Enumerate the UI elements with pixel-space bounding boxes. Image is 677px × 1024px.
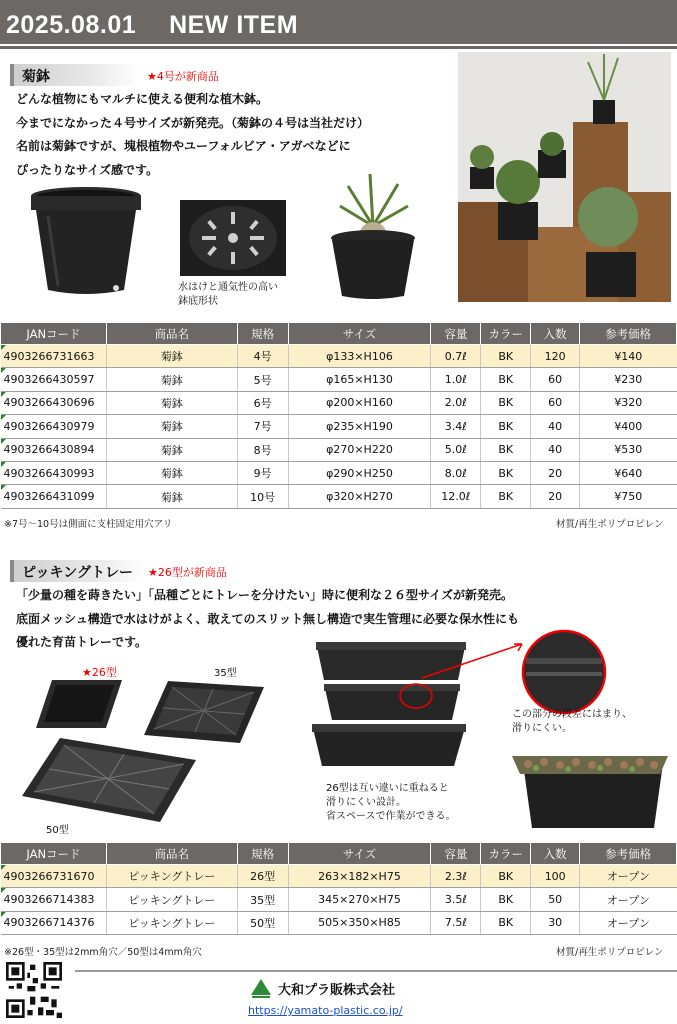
table-cell: 4903266430597 — [1, 368, 107, 391]
col-header: 入数 — [531, 323, 580, 345]
table-cell: 8号 — [237, 438, 288, 461]
table-cell: 100 — [531, 865, 580, 888]
header-bar — [0, 0, 677, 44]
company-url-link[interactable]: https://yamato-plastic.co.jp/ — [248, 1004, 403, 1017]
table-cell: φ133×H106 — [288, 345, 431, 368]
table-cell: 5.0ℓ — [431, 438, 481, 461]
footer-divider — [75, 970, 677, 972]
table-cell: 7.5ℓ — [431, 911, 481, 934]
table-cell: 菊鉢 — [106, 391, 237, 414]
new-note: ★4号が新商品 — [147, 70, 219, 83]
table-cell: 3.5ℓ — [431, 888, 481, 911]
table-cell: 4903266430894 — [1, 438, 107, 461]
tray-with-seedlings-image — [508, 750, 670, 832]
table-row — [1, 911, 677, 934]
table-cell: 菊鉢 — [106, 345, 237, 368]
section-label-picking — [10, 560, 145, 582]
pot-bottom-image — [180, 200, 286, 276]
table-row — [1, 391, 677, 414]
table-cell: φ290×H250 — [288, 461, 431, 484]
caption-line: 鉢底形状 — [178, 296, 218, 307]
desc-line: 「少量の種を蒔きたい」「品種ごとにトレーを分けたい」時に便利な２６型サイズが新発売。 — [16, 588, 514, 602]
table-cell: φ200×H160 — [288, 391, 431, 414]
table-cell: ¥320 — [580, 391, 677, 414]
table-cell: BK — [481, 485, 531, 508]
desc-line: どんな植物にもマルチに使える便利な植木鉢。 — [16, 92, 269, 106]
table-cell: 20 — [531, 461, 580, 484]
table-cell: BK — [481, 911, 531, 934]
col-header: 商品名 — [106, 843, 237, 865]
section-label-kikubachi — [10, 64, 140, 86]
col-header: カラー — [481, 323, 531, 345]
kikubachi-description — [16, 88, 369, 182]
company-logo-icon — [250, 978, 272, 998]
pot-with-plant-image — [328, 166, 418, 300]
zoom-caption — [512, 708, 632, 736]
table-cell: BK — [481, 461, 531, 484]
table-row — [1, 865, 677, 888]
table-cell: 30 — [531, 911, 580, 934]
table-cell: 8.0ℓ — [431, 461, 481, 484]
kikubachi-spec-table — [0, 322, 677, 509]
table-cell: 35型 — [237, 888, 288, 911]
table-cell: 60 — [531, 391, 580, 414]
table-row — [1, 461, 677, 484]
table-cell: ¥750 — [580, 485, 677, 508]
table-cell: 4903266714376 — [1, 911, 107, 934]
table-row — [1, 415, 677, 438]
col-header: 容量 — [431, 323, 481, 345]
desc-line: 今までになかった４号サイズが新発売。（菊鉢の４号は当社だけ） — [16, 115, 370, 130]
table-cell: 0.7ℓ — [431, 345, 481, 368]
picking-spec-table — [0, 842, 677, 935]
table-cell: ピッキングトレー — [106, 888, 237, 911]
table-cell: φ235×H190 — [288, 415, 431, 438]
col-header: カラー — [481, 843, 531, 865]
tray-35-label: 35型 — [214, 668, 237, 679]
lifestyle-photo — [458, 52, 671, 302]
table-header-row — [1, 843, 677, 865]
table-cell: 60 — [531, 368, 580, 391]
table-cell: 9号 — [237, 461, 288, 484]
caption-line: 滑りにくい設計。 — [326, 797, 406, 808]
table-cell: 2.3ℓ — [431, 865, 481, 888]
table-cell: 6号 — [237, 391, 288, 414]
col-header: 商品名 — [106, 323, 237, 345]
caption-line: 滑りにくい。 — [512, 723, 572, 734]
table-cell: BK — [481, 415, 531, 438]
table-cell: 50型 — [237, 911, 288, 934]
table-cell: 4903266731670 — [1, 865, 107, 888]
qr-code-icon[interactable] — [6, 962, 62, 1018]
table-cell: オープン — [580, 911, 677, 934]
table-cell: 345×270×H75 — [288, 888, 431, 911]
table-cell: ¥140 — [580, 345, 677, 368]
caption-line: 水はけと通気性の高い — [178, 282, 278, 293]
table-cell: BK — [481, 888, 531, 911]
col-header: 規格 — [237, 843, 288, 865]
table-cell: φ165×H130 — [288, 368, 431, 391]
table-cell: 20 — [531, 485, 580, 508]
table-cell: φ270×H220 — [288, 438, 431, 461]
table-cell: ¥400 — [580, 415, 677, 438]
company-logo — [250, 978, 395, 998]
table-cell: 5号 — [237, 368, 288, 391]
table-cell: 菊鉢 — [106, 368, 237, 391]
col-header: 容量 — [431, 843, 481, 865]
table-cell: オープン — [580, 865, 677, 888]
col-header: 規格 — [237, 323, 288, 345]
caption-line: 省スペースで作業ができる。 — [326, 811, 456, 822]
table-row — [1, 485, 677, 508]
col-header: 参考価格 — [580, 323, 677, 345]
table-cell: ピッキングトレー — [106, 865, 237, 888]
table-cell: 2.0ℓ — [431, 391, 481, 414]
table-cell: 3.4ℓ — [431, 415, 481, 438]
table-row — [1, 345, 677, 368]
desc-line: 底面メッシュ構造で水はけがよく、敢えてのスリット無し構造で実生管理に必要な保水性にも — [16, 611, 520, 626]
table-cell: 菊鉢 — [106, 438, 237, 461]
table-row — [1, 438, 677, 461]
company-name: 大和プラ販株式会社 — [278, 982, 396, 998]
table-cell: 4号 — [237, 345, 288, 368]
pot-bottom-caption — [178, 281, 278, 309]
kikubachi-material: 材質/再生ポリプロピレン — [556, 519, 664, 530]
tray-50-label: 50型 — [46, 825, 69, 836]
table-cell: 505×350×H85 — [288, 911, 431, 934]
kikubachi-footnote: ※7号～10号は側面に支柱固定用穴アリ — [4, 519, 173, 530]
col-header: JANコード — [1, 843, 107, 865]
table-row — [1, 888, 677, 911]
table-cell: 120 — [531, 345, 580, 368]
table-cell: BK — [481, 391, 531, 414]
table-cell: 40 — [531, 438, 580, 461]
table-cell: 12.0ℓ — [431, 485, 481, 508]
table-header-row — [1, 323, 677, 345]
desc-line: 名前は菊鉢ですが、塊根植物やユーフォルビア・アガベなどに — [16, 139, 351, 153]
col-header: 入数 — [531, 843, 580, 865]
table-cell: 菊鉢 — [106, 415, 237, 438]
table-cell: BK — [481, 438, 531, 461]
col-header: JANコード — [1, 323, 107, 345]
picking-material: 材質/再生ポリプロピレン — [556, 947, 664, 958]
table-cell: 4903266430979 — [1, 415, 107, 438]
header-divider — [0, 46, 677, 49]
table-cell: 菊鉢 — [106, 461, 237, 484]
table-cell: φ320×H270 — [288, 485, 431, 508]
table-cell: オープン — [580, 888, 677, 911]
page-title: 2025.08.01 NEW ITEM — [6, 11, 299, 39]
tray-26-image — [34, 676, 124, 732]
table-cell: 10号 — [237, 485, 288, 508]
table-cell: ピッキングトレー — [106, 911, 237, 934]
table-cell: BK — [481, 345, 531, 368]
tray-26-label: ★26型 — [82, 666, 117, 679]
table-cell: 1.0ℓ — [431, 368, 481, 391]
table-cell: 26型 — [237, 865, 288, 888]
empty-pot-image — [28, 186, 144, 298]
table-cell: 4903266431099 — [1, 485, 107, 508]
table-cell: 4903266430696 — [1, 391, 107, 414]
callout-arrow — [414, 640, 534, 680]
picking-footnote: ※26型・35型は2mm角穴／50型は4mm角穴 — [4, 947, 202, 958]
col-header: 参考価格 — [580, 843, 677, 865]
table-cell: ¥530 — [580, 438, 677, 461]
table-cell: 菊鉢 — [106, 485, 237, 508]
section-title: 菊鉢 — [22, 69, 50, 85]
table-cell: 7号 — [237, 415, 288, 438]
table-cell: 50 — [531, 888, 580, 911]
tray-50-image — [20, 734, 198, 824]
table-cell: 40 — [531, 415, 580, 438]
new-note: ★26型が新商品 — [148, 566, 227, 579]
caption-line: この部分の段差にはまり、 — [512, 709, 632, 720]
table-cell: ¥640 — [580, 461, 677, 484]
section-title: ピッキングトレー — [22, 565, 134, 581]
zoom-detail-image — [520, 628, 608, 716]
desc-line: 優れた育苗トレーです。 — [16, 635, 148, 649]
table-cell: 4903266430993 — [1, 461, 107, 484]
table-cell: BK — [481, 368, 531, 391]
caption-line: 26型は互い違いに重ねると — [326, 783, 449, 794]
table-cell: 4903266714383 — [1, 888, 107, 911]
table-cell: BK — [481, 865, 531, 888]
col-header: サイズ — [288, 843, 431, 865]
table-cell: ¥230 — [580, 368, 677, 391]
stack-caption — [326, 782, 456, 824]
col-header: サイズ — [288, 323, 431, 345]
table-cell: 263×182×H75 — [288, 865, 431, 888]
desc-line: ぴったりなサイズ感です。 — [16, 162, 159, 177]
table-cell: 4903266731663 — [1, 345, 107, 368]
table-row — [1, 368, 677, 391]
